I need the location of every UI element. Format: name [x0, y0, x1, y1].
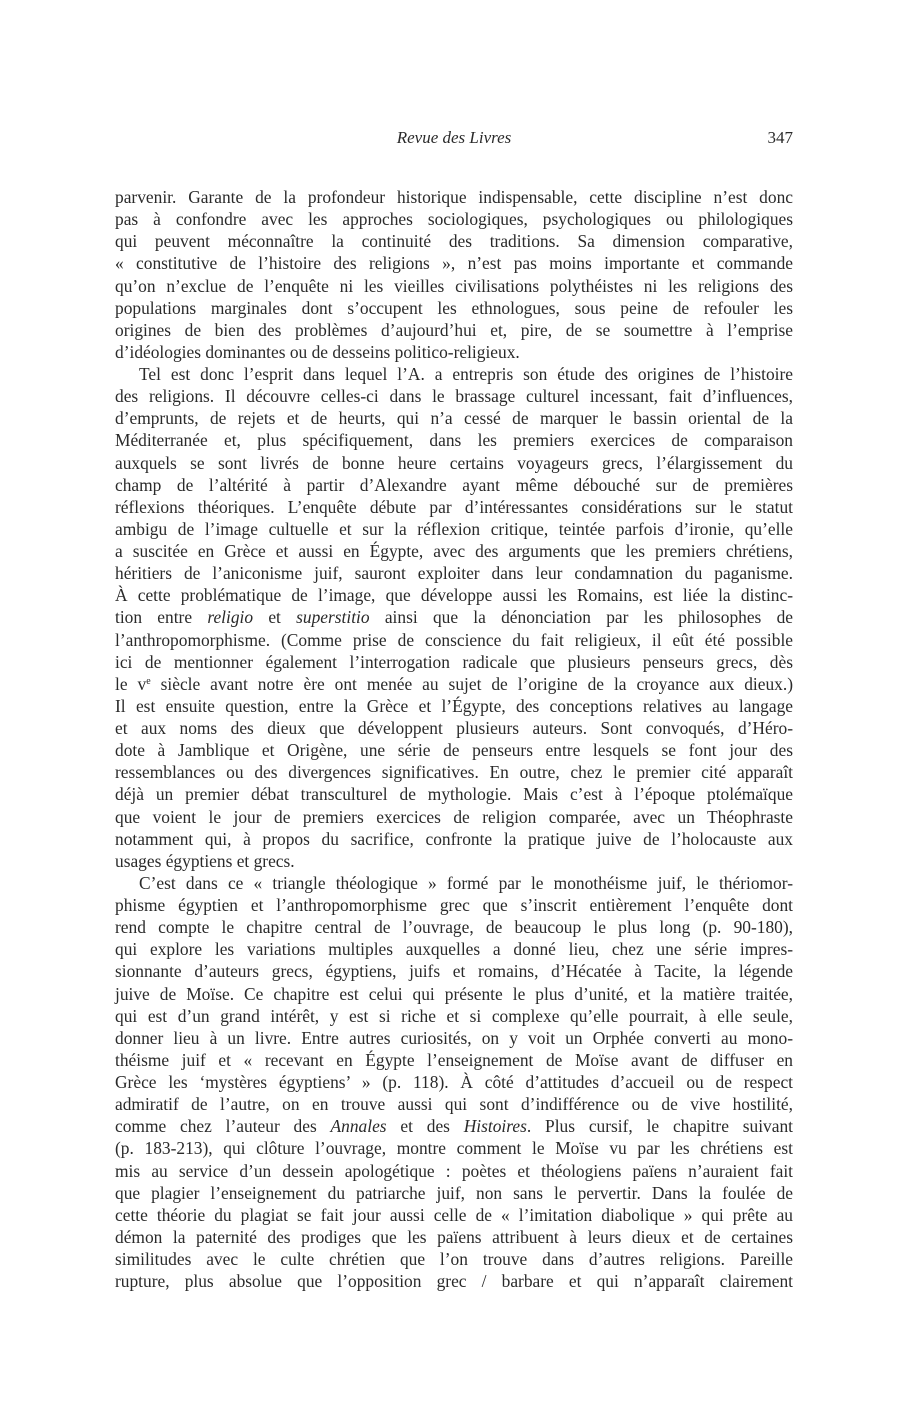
text-line [115, 1115, 793, 1137]
text-line: dote à Jamblique et Origène, une série de penseurs entre lesquels se font jour des [115, 740, 793, 761]
text-run: comme chez l’auteur des [115, 1116, 331, 1137]
text-line: démon la paternité des prodiges que les païens attribuent à leurs dieux et de certaines [115, 1226, 793, 1247]
text-run: siècle avant notre ère ont menée au sujet de l’origine de la croyance aux dieux.) [150, 673, 794, 694]
text-line: cette théorie du plagiat se fait jour aussi celle de « l’imitation diabolique » qui prête au [115, 1204, 793, 1225]
text-line: juive de Moïse. Ce chapitre est celui qui présente le plus d’unité, et la matière traitée, [115, 983, 793, 1004]
text-line: Méditerranée et, plus spécifiquement, dans les premiers exercices de comparaison [115, 430, 793, 451]
page-number: 347 [767, 128, 793, 147]
text-line: sionnante d’auteurs grecs, égyptiens, juifs et romains, d’Hécatée à Tacite, la légende [115, 961, 793, 982]
text-line: similitudes avec le culte chrétien que l’on trouve dans d’autres religions. Pareille [115, 1249, 793, 1269]
text-line: qu’on n’exclue de l’enquête ni les vieilles civilisations polythéistes ni les religions des [115, 275, 793, 296]
text-line: des religions. Il découvre celles-ci dans le brassage culturel incessant, fait d’influences, [115, 386, 793, 407]
text-line: Il est ensuite question, entre la Grèce et l’Égypte, des conceptions relatives au langage [115, 695, 793, 716]
text-line: l’anthropomorphisme. (Comme prise de conscience du fait religieux, il eût été possible [115, 629, 793, 650]
text-line: ici de mentionner également l’interrogation radicale que plusieurs penseurs grecs, dès [115, 651, 793, 672]
text-line: déjà un premier débat transculturel de mythologie. Mais c’est à l’époque ptolémaïque [115, 784, 793, 805]
running-head [115, 128, 793, 152]
superscript: e [146, 675, 151, 687]
text-line: qui explore les variations multiples auxquelles a donné lieu, chez une série impres- [115, 939, 793, 960]
text-line: notamment qui, à propos du sacrifice, confronte la pratique juive de l’holocauste aux [115, 828, 793, 849]
text-line: admiratif de l’autre, on en trouve aussi qui sont d’indifférence ou de vive hostilité, [115, 1094, 793, 1115]
paragraph [115, 872, 793, 1292]
text-line: mis au service d’un dessein apologétique : poètes et théologiens païens n’auraient fait [115, 1160, 793, 1181]
text-line [115, 606, 793, 628]
text-run: tion entre [115, 607, 208, 628]
text-line: (p. 183-213), qui clôture l’ouvrage, montre comment le Moïse vu par les chrétiens est [115, 1138, 793, 1159]
text-line: origines de bien des problèmes d’aujourd’hui et, pire, de se soumettre à l’emprise [115, 319, 793, 340]
text-line: champ de l’altérité à partir d’Alexandre ayant même débouché sur de premières [115, 474, 793, 495]
text-line: a suscitée en Grèce et aussi en Égypte, avec des arguments que les premiers chrétiens, [115, 541, 793, 561]
text-run: ainsi que la dénonciation par les philosophes de [369, 607, 793, 628]
text-run: . Plus cursif, le chapitre suivant [526, 1116, 793, 1137]
text-line: parvenir. Garante de la profondeur historique indispensable, cette discipline n’est donc [115, 187, 793, 207]
text-line [115, 673, 793, 695]
text-line: réflexions théoriques. L’enquête débute par d’intéressantes considérations sur le statut [115, 496, 793, 517]
text-run: et des [386, 1116, 464, 1137]
text-line: Grèce les ‘mystères égyptiens’ » (p. 118). À côté d’attitudes d’accueil ou de respect [115, 1072, 793, 1092]
italic-term: superstitio [296, 607, 370, 628]
text-line: populations marginales dont s’occupent les ethnologues, sous peine de refouler les [115, 297, 793, 318]
text-run: et [253, 607, 297, 628]
text-line: théisme juif et « recevant en Égypte l’enseignement de Moïse avant de diffuser en [115, 1049, 793, 1070]
italic-term: Histoires [463, 1116, 527, 1137]
text-line: ressemblances ou des divergences significatives. En outre, chez le premier cité apparaît [115, 762, 793, 783]
text-line: qui est d’un grand intérêt, y est si riche et si complexe qu’elle pourrait, à elle seule, [115, 1005, 793, 1026]
text-line: d’emprunts, de rejets et de heurts, qui n’a cessé de marquer le bassin oriental de la [115, 408, 793, 429]
text-line: rupture, plus absolue que l’opposition grec / barbare et qui n’apparaît clairement [115, 1271, 793, 1292]
text-line: et aux noms des dieux que développent plusieurs auteurs. Sont convoqués, d’Héro- [115, 718, 793, 738]
text-run: le v [115, 673, 147, 694]
text-line: qui peuvent méconnaître la continuité des traditions. Sa dimension comparative, [115, 231, 793, 252]
text-line: donner lieu à un livre. Entre autres curiosités, on y voit un Orphée converti au mono- [115, 1027, 793, 1048]
text-line: ambigu de l’image cultuelle et sur la réflexion critique, teintée parfois d’ironie, qu’elle [115, 518, 793, 539]
text-line: Tel est donc l’esprit dans lequel l’A. a entrepris son étude des origines de l’histoire [139, 364, 793, 384]
article-body [115, 186, 793, 1292]
text-line: usages égyptiens et grecs. [115, 850, 295, 871]
text-line: auxquels se sont livrés de bonne heure certains voyageurs grecs, l’élargissement du [115, 452, 793, 473]
text-line: C’est dans ce « triangle théologique » formé par le monothéisme juif, le thériomor- [139, 872, 793, 893]
text-line: rend compte le chapitre central de l’ouvrage, de beaucoup le plus long (p. 90-180), [115, 917, 793, 938]
journal-title: Revue des Livres [396, 128, 512, 147]
text-line: pas à confondre avec les approches sociologiques, psychologiques ou philologiques [115, 209, 793, 230]
paragraph [115, 363, 793, 872]
text-line: que voient le jour de premiers exercices de religion comparée, avec un Théophraste [115, 806, 793, 827]
text-line: phisme égyptien et l’anthropomorphisme grec que s’inscrit entièrement l’enquête dont [115, 895, 793, 915]
text-line: « constitutive de l’histoire des religions », n’est pas moins importante et commande [115, 253, 793, 274]
italic-term: Annales [330, 1116, 387, 1137]
paragraph [115, 186, 793, 363]
text-line: d’idéologies dominantes ou de desseins politico-religieux. [115, 341, 520, 362]
italic-term: religio [207, 607, 254, 628]
text-line: À cette problématique de l’image, que développe aussi les Romains, est liée la distinc- [115, 585, 793, 606]
text-line: que plagier l’enseignement du patriarche juif, non sans le pervertir. Dans la foulée de [115, 1182, 793, 1203]
text-line: héritiers de l’aniconisme juif, sauront exploiter dans leur condamnation du paganisme. [115, 563, 793, 584]
